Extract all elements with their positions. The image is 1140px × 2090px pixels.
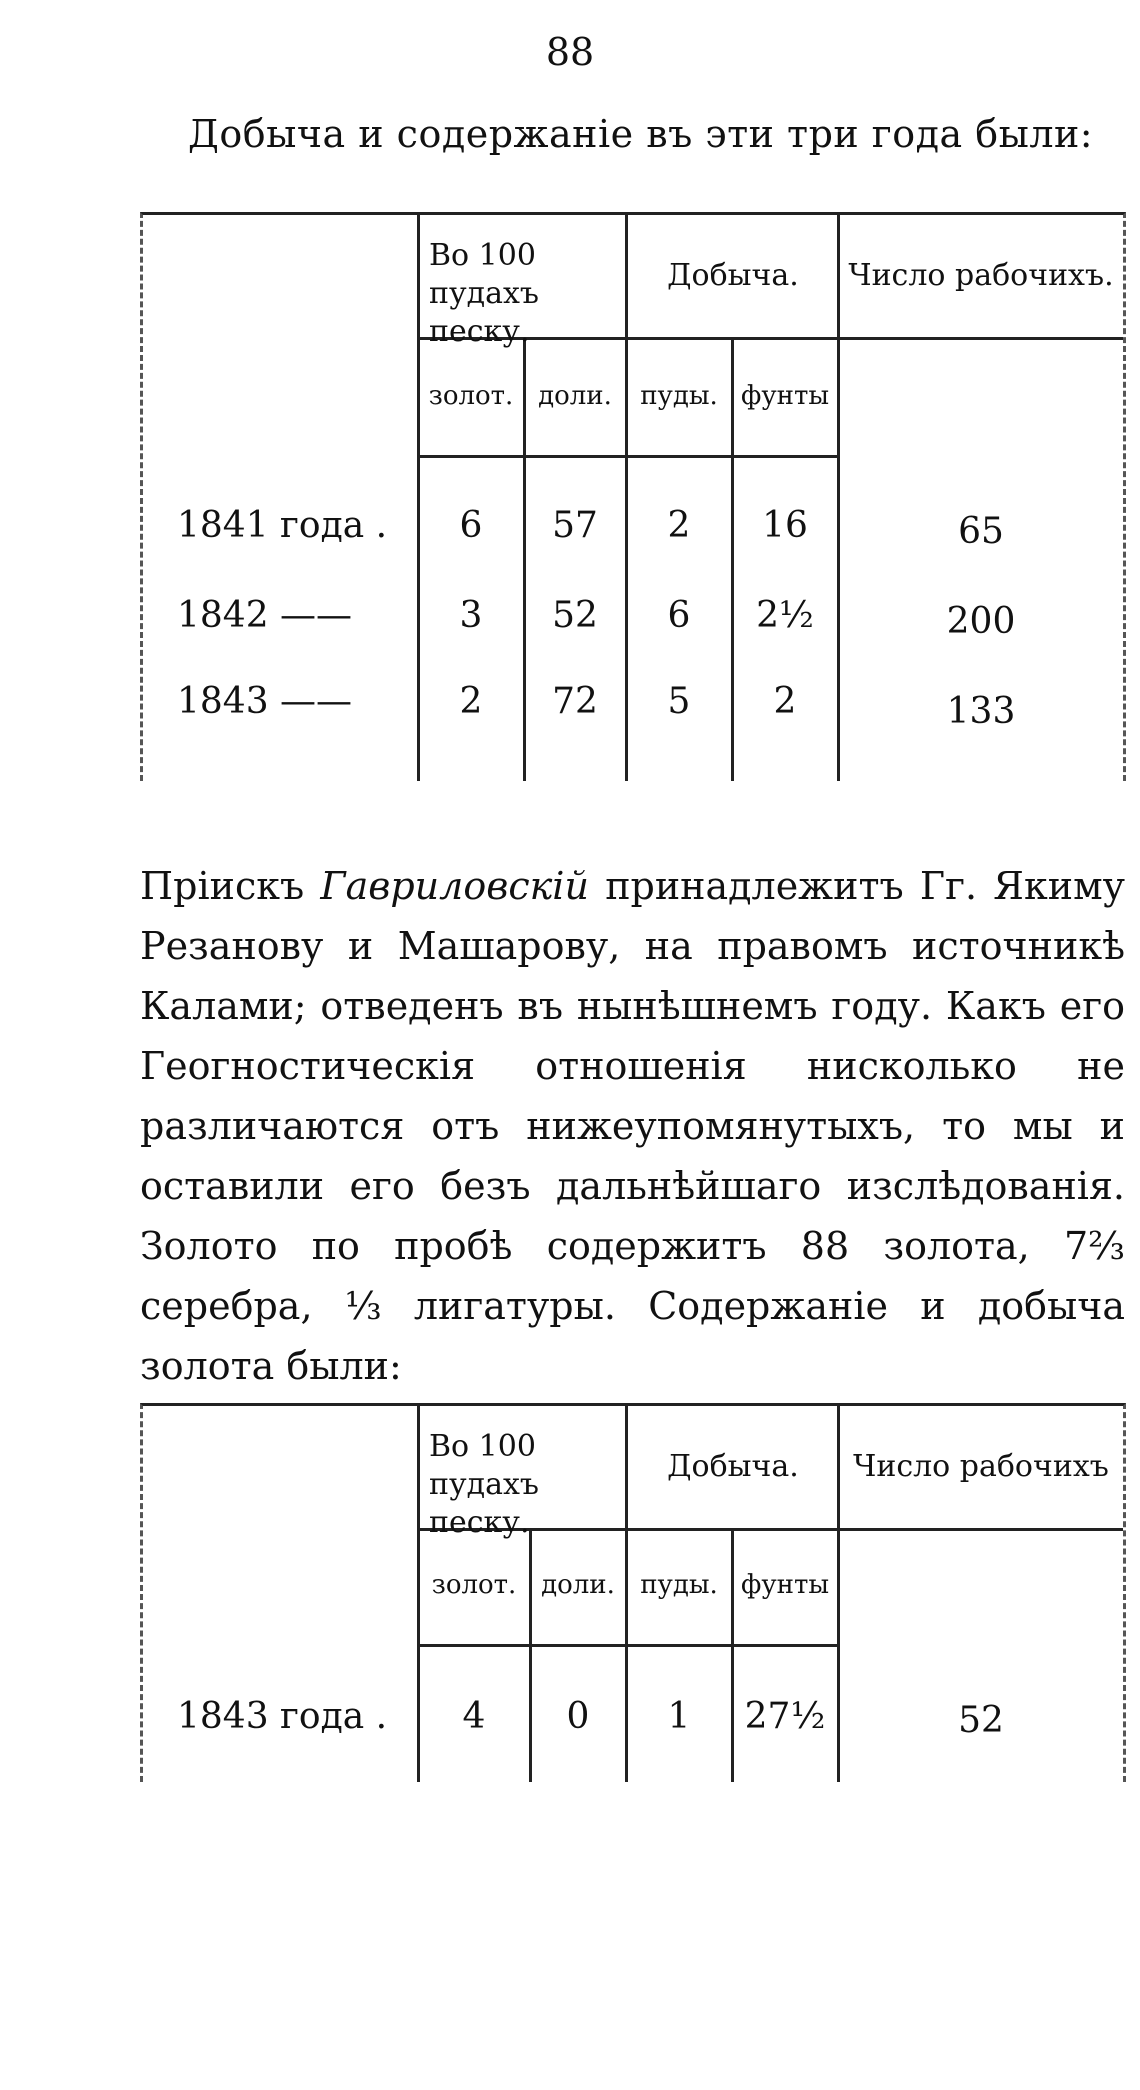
subheader-gold: золот.: [431, 1570, 517, 1600]
cell-workers: 200: [946, 601, 1016, 642]
production-table-1843: [140, 1403, 1126, 1782]
cell-zolot: 4: [462, 1696, 486, 1737]
table-divider: [625, 1406, 628, 1782]
production-table-1841-1843: [140, 212, 1126, 781]
header-workers: Число рабочихъ: [853, 1449, 1109, 1484]
header-output: Добыча.: [667, 1449, 799, 1484]
subheader-pud: пуды.: [640, 1570, 718, 1600]
table-divider: [417, 1406, 420, 1782]
table-divider: [529, 1528, 532, 1782]
cell-zolot: 6: [459, 505, 483, 546]
table-divider: [731, 337, 734, 781]
cell-pudy: 2: [667, 505, 691, 546]
table-rule: [417, 455, 837, 458]
table-divider: [523, 337, 526, 781]
paragraph-lead: Пріискъ: [140, 864, 321, 908]
table-rule: [417, 1644, 837, 1647]
header-sand: Во 100 пудахъ песку.: [429, 1429, 540, 1540]
row-label: 1842 ——: [177, 595, 353, 636]
cell-funty: 27½: [744, 1696, 826, 1737]
header-workers: Число рабочихъ.: [848, 258, 1114, 293]
row-label: 1841 года .: [177, 505, 388, 546]
subheader-funt: фунты: [740, 381, 830, 411]
page-number: 88: [545, 30, 595, 74]
cell-funty: 16: [762, 505, 808, 546]
body-paragraph: [140, 856, 1125, 1396]
subheader-gold: золот.: [428, 381, 514, 411]
cell-doli: 72: [552, 681, 598, 722]
intro-line: Добыча и содержаніе въ эти три года были:: [188, 112, 1094, 156]
subheader-share: доли.: [538, 381, 612, 411]
row-label: 1843 ——: [177, 681, 353, 722]
cell-funty: 2: [773, 681, 797, 722]
header-output: Добыча.: [667, 258, 799, 293]
cell-doli: 57: [552, 505, 598, 546]
table-divider: [731, 1528, 734, 1782]
table-divider: [837, 215, 840, 781]
cell-pudy: 1: [667, 1696, 691, 1737]
subheader-pud: пуды.: [640, 381, 718, 411]
table-divider: [625, 215, 628, 781]
header-sand: Во 100 пудахъ песку.: [429, 238, 540, 349]
table-divider: [837, 1406, 840, 1782]
table-divider: [417, 215, 420, 781]
cell-workers: 133: [946, 691, 1016, 732]
cell-funty: 2½: [756, 595, 814, 636]
subheader-share: доли.: [541, 1570, 615, 1600]
row-label: 1843 года .: [177, 1696, 388, 1737]
paragraph-rest: принадлежитъ Гг. Якиму Резанову и Машарову, на правомъ источникѣ Калами; отведенъ въ нынѣшнемъ году. Какъ его Геогностическія отношенія нисколько не различаются отъ нижеупомянутыхъ, то мы и оставили его безъ дальнѣйшаго изслѣдованія. Золото по пробѣ содержитъ 88 золота, 7⅔ серебра, ⅓ лигатуры. Содержаніе и добыча золота были:: [140, 864, 1125, 1388]
cell-workers: 65: [958, 511, 1004, 552]
cell-doli: 52: [552, 595, 598, 636]
cell-zolot: 3: [459, 595, 483, 636]
subheader-funt: фунты: [740, 1570, 830, 1600]
cell-zolot: 2: [459, 681, 483, 722]
mine-name: Гавриловскій: [320, 864, 589, 908]
cell-workers: 52: [958, 1700, 1004, 1741]
cell-pudy: 6: [667, 595, 691, 636]
cell-doli: 0: [566, 1696, 590, 1737]
cell-pudy: 5: [667, 681, 691, 722]
